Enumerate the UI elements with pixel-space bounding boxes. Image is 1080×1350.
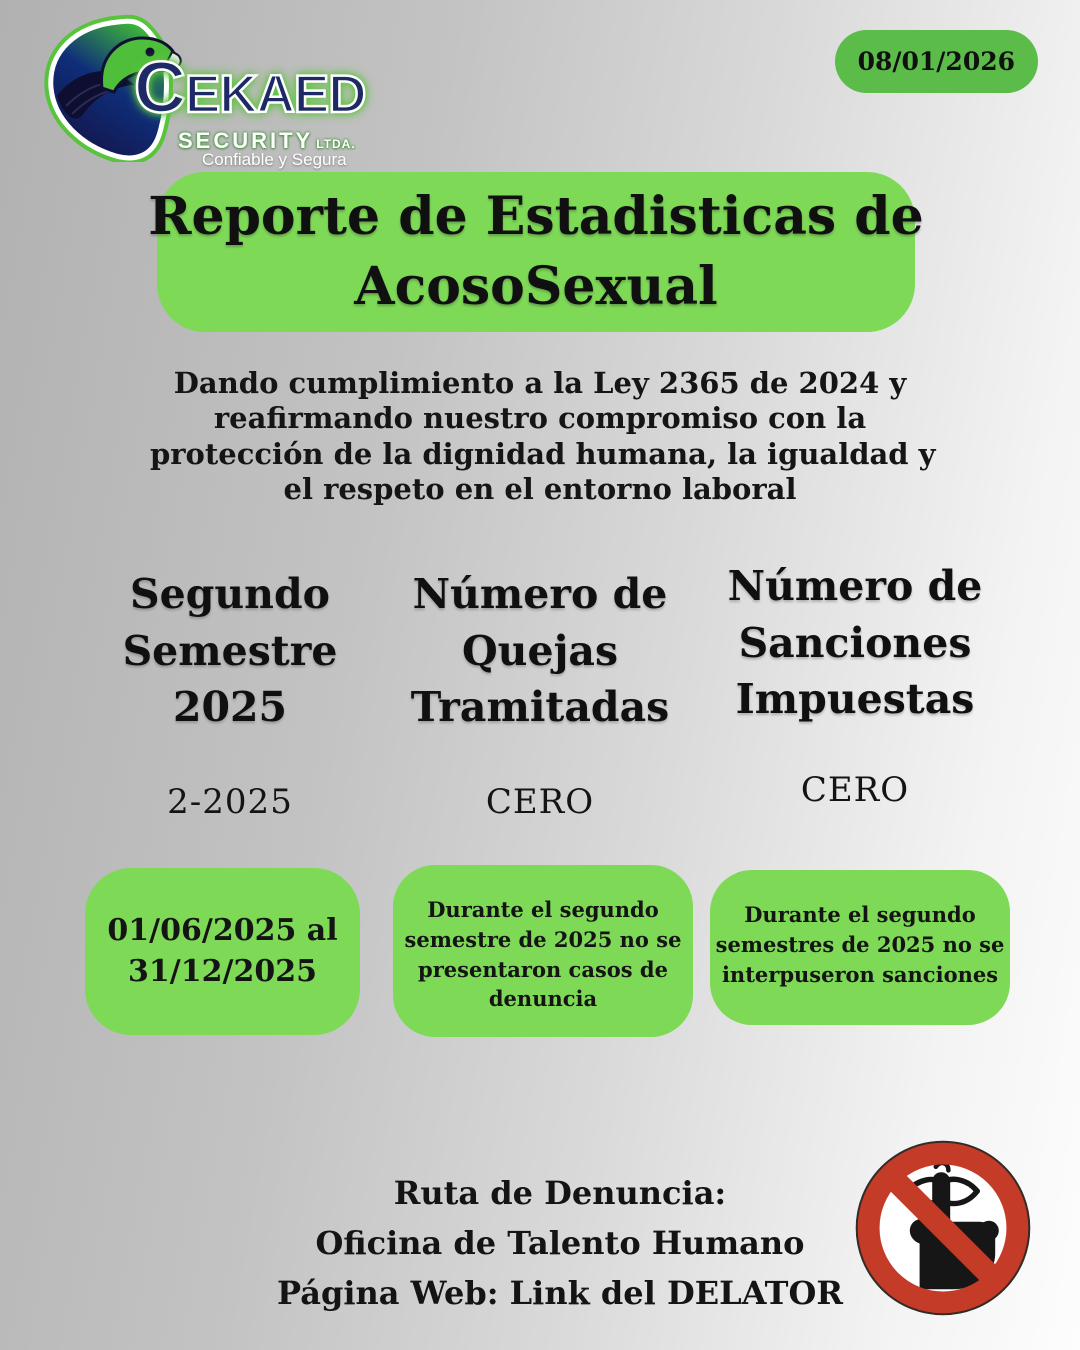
logo-ltda-text: LTDA. [316,137,356,151]
logo-wordmark-rest: EKAED [185,65,366,124]
column-periodo [85,566,375,822]
logo-tagline: Confiable y Segura [202,150,347,169]
header-line: Segundo [130,570,330,618]
date-range-box [85,868,360,1035]
box-line: semestre de 2025 no se [404,926,682,952]
header-line: Sanciones [738,618,972,667]
quejas-detail-box [393,865,693,1037]
box-line: semestres de 2025 no se [715,931,1005,957]
header-line: Tramitadas [410,683,670,732]
footer-line: Oficina de Talento Humano [315,1224,805,1263]
logo-security-text: SECURITY [178,128,314,153]
logo-wordmark-initial: C [134,48,185,128]
page-title-line2: AcosoSexual [354,256,718,317]
title-box [148,172,924,332]
header-line: Impuestas [735,675,975,724]
logo-wordmark [134,48,366,128]
box-line: denuncia [488,986,598,1012]
box-line: interpuseron sanciones [721,961,999,987]
footer-line: Ruta de Denuncia: [393,1174,727,1212]
footer-line: Página Web: Link del DELATOR [277,1274,843,1313]
cekaed-logo [38,12,366,169]
box-line: 31/12/2025 [128,953,317,989]
box-line: Durante el segundo [427,897,659,922]
column-quejas [375,566,705,822]
footer-denuncia [190,1168,930,1319]
intro-line: reafirmando nuestro compromiso con la [213,401,867,436]
header-line: Semestre [122,626,338,675]
page-title-line1: Reporte de Estadisticas de [148,185,924,247]
header-line: Número de [727,562,983,610]
column-header [690,558,1020,728]
intro-line: Dando cumplimiento a la Ley 2365 de 2024 y [173,366,907,400]
column-value: CERO [485,781,595,822]
intro-paragraph [150,366,936,508]
column-sanciones [690,558,1020,810]
sanciones-detail-box [710,870,1010,1025]
column-header [375,566,705,736]
column-value: 2-2025 [167,781,293,822]
intro-line: protección de la dignidad humana, la igualdad y [150,436,936,471]
box-line: 01/06/2025 al [107,913,338,948]
header-line: Número de [412,570,668,618]
column-value: CERO [800,769,910,810]
box-line: presentaron casos de [418,956,668,982]
box-line: Durante el segundo [744,902,976,927]
no-silence-prohibition-icon [853,1138,1033,1318]
date-badge: 08/01/2026 [835,30,1038,93]
header-line: Quejas [461,626,619,675]
header-line: 2025 [172,683,288,732]
intro-line: el respeto en el entorno laboral [283,472,797,507]
column-header [85,566,375,736]
